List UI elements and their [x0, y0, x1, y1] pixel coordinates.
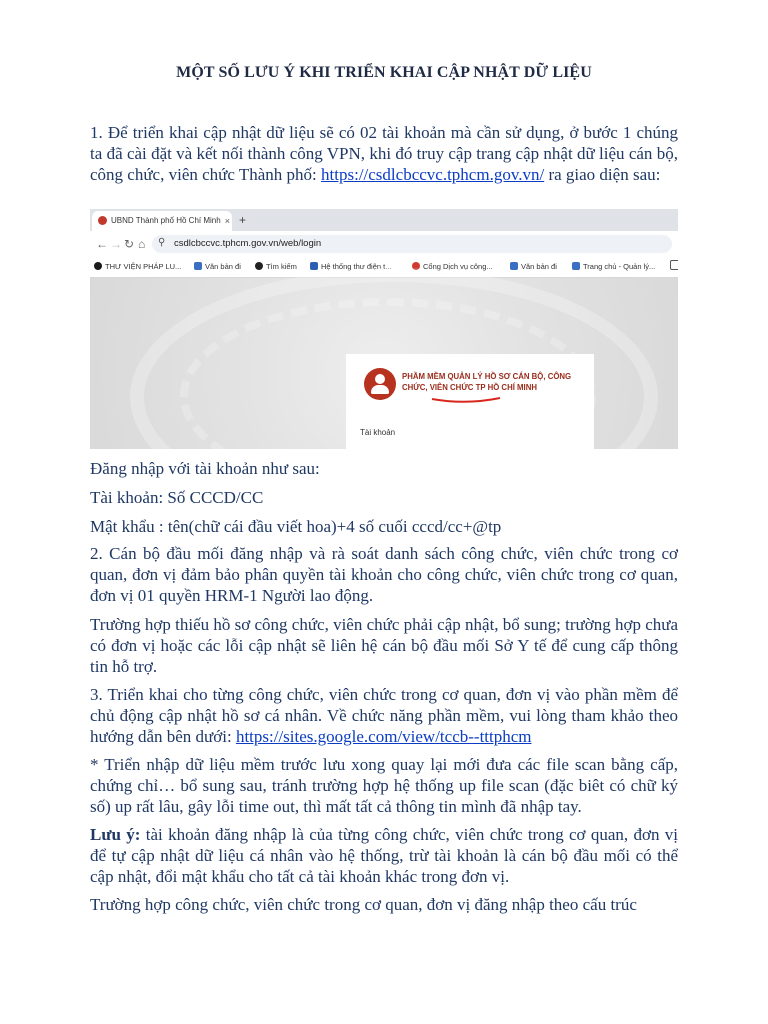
- home-icon[interactable]: ⌂: [138, 237, 146, 251]
- address-url: csdlcbccvc.tphcm.gov.vn/web/login: [174, 238, 322, 249]
- bookmark-label: Tìm kiếm: [266, 262, 297, 271]
- bookmark-icon: [255, 262, 263, 270]
- paragraph-1: [90, 122, 678, 185]
- paragraph-6: Trường hợp công chức, viên chức trong cơ quan, đơn vị đăng nhập theo cấu trúc: [90, 895, 637, 914]
- new-tab-icon[interactable]: +: [239, 213, 247, 227]
- document-title: MỘT SỐ LƯU Ý KHI TRIỂN KHAI CẬP NHẬT DỮ LIỆU: [176, 64, 592, 81]
- login-card-title: PHẦM MỀM QUẢN LÝ HỒ SƠ CÁN BỘ, CÔNG CHỨC, VIÊN CHỨC TP HỒ CHÍ MINH: [402, 372, 572, 392]
- account-line: Tài khoản: Số CCCD/CC: [90, 488, 264, 507]
- bookmark-label: Trang chủ - Quản lý...: [583, 262, 656, 271]
- browser-tab-title: UBND Thành phố Hồ Chí Minh: [111, 216, 221, 225]
- browser-tab[interactable]: [92, 211, 232, 231]
- site-info-icon: ⚲: [158, 237, 166, 248]
- password-line: Mật khẩu : tên(chữ cái đầu viết hoa)+4 số cuối cccd/cc+@tp: [90, 517, 502, 536]
- login-page-background: [90, 278, 678, 449]
- account-field-label: Tài khoản: [360, 428, 396, 437]
- forward-icon[interactable]: →: [110, 237, 122, 251]
- guide-link[interactable]: https://sites.google.com/view/tccb--tttphcm: [235, 727, 532, 746]
- bookmark-item[interactable]: [194, 257, 241, 277]
- bookmark-item[interactable]: [510, 257, 557, 277]
- red-underline-mark: [430, 396, 502, 404]
- bookmark-icon: [94, 262, 102, 270]
- paragraph-2: 2. Cán bộ đầu mối đăng nhập và rà soát danh sách công chức, viên chức trong cơ quan, đơn vị đảm bảo phân quyền tài khoản cho công chức, viên chức trong cơ quan, đơn vị 01 quyền HRM-1 Người lao động.: [90, 544, 678, 605]
- login-card: [346, 354, 594, 449]
- note-text: tài khoản đăng nhập là của từng công chức, viên chức trong cơ quan, đơn vị để tự cập nhật dữ liệu cá nhân vào hệ thống, trừ tài khoản là cán bộ đầu mối có thể cập nhật, đổi mật khẩu cho tất cả tài khoản khác trong đơn vị.: [90, 825, 678, 886]
- paragraph-4: [90, 684, 678, 747]
- paragraph-5: * Triển nhập dữ liệu mềm trước lưu xong quay lại mới đưa các file scan bằng cấp, chứng chỉ… bổ sung sau, tránh trường hợp hệ thống up file scan (đặc biêt có chữ ký số) up rất lâu, gây lỗi time out, thì mất tất cả thông tin mình đã nhập tay.: [90, 755, 678, 816]
- bookmark-icon: [572, 262, 580, 270]
- bookmark-icon: [310, 262, 318, 270]
- login-intro: Đăng nhập với tài khoản như sau:: [90, 459, 320, 478]
- browser-navbar: [90, 231, 678, 257]
- note-label: Lưu ý:: [90, 825, 141, 844]
- bookmark-icon: [194, 262, 202, 270]
- reload-icon[interactable]: ↻: [124, 237, 135, 251]
- folder-icon[interactable]: [670, 257, 678, 277]
- favicon-icon: [98, 216, 107, 225]
- bookmark-item[interactable]: [255, 257, 297, 277]
- bookmark-item[interactable]: [572, 257, 655, 277]
- back-icon[interactable]: ←: [96, 237, 108, 251]
- paragraph-1-tail: ra giao diện sau:: [544, 165, 661, 184]
- bookmark-label: Cổng Dịch vụ công...: [423, 262, 493, 271]
- login-page-screenshot: [90, 209, 678, 449]
- paragraph-3: Trường hợp thiếu hồ sơ công chức, viên chức phải cập nhật, bổ sung; trường hợp chưa có đơn vị hoặc các lỗi cập nhật sẽ liên hệ cán bộ đầu mối Sở Y tế để cung cấp thông tin hỗ trợ.: [90, 615, 679, 676]
- browser-tabbar: [90, 209, 678, 231]
- paragraph-4-text: 3. Triển khai cho từng công chức, viên chức trong cơ quan, đơn vị vào phần mềm để chủ động cập nhật hồ sơ cá nhân. Về chức năng phần mềm, vui lòng tham khảo theo hướng dẫn bên dưới:: [90, 685, 678, 746]
- bookmark-label: Văn bản đi: [521, 262, 557, 271]
- address-bar[interactable]: [152, 235, 672, 253]
- close-icon[interactable]: ×: [224, 216, 230, 226]
- bookmark-icon: [510, 262, 518, 270]
- note-paragraph: [90, 824, 678, 887]
- bookmark-label: Văn bản đi: [205, 262, 241, 271]
- user-logo-icon: [364, 368, 396, 400]
- csdl-link[interactable]: https://csdlcbccvc.tphcm.gov.vn/: [321, 165, 545, 184]
- bookmark-label: THƯ VIỆN PHÁP LU...: [105, 262, 182, 271]
- bookmark-label: Hệ thống thư điện t...: [321, 262, 392, 271]
- bookmark-item[interactable]: [94, 257, 181, 277]
- paragraph-1-text: 1. Để triển khai cập nhật dữ liệu sẽ có 02 tài khoản mà cần sử dụng, ở bước 1 chúng ta đã cài đặt và kết nối thành công VPN, khi đó truy cập trang cập nhật dữ liệu cán bộ, công chức, viên chức Thành phố:: [90, 123, 678, 184]
